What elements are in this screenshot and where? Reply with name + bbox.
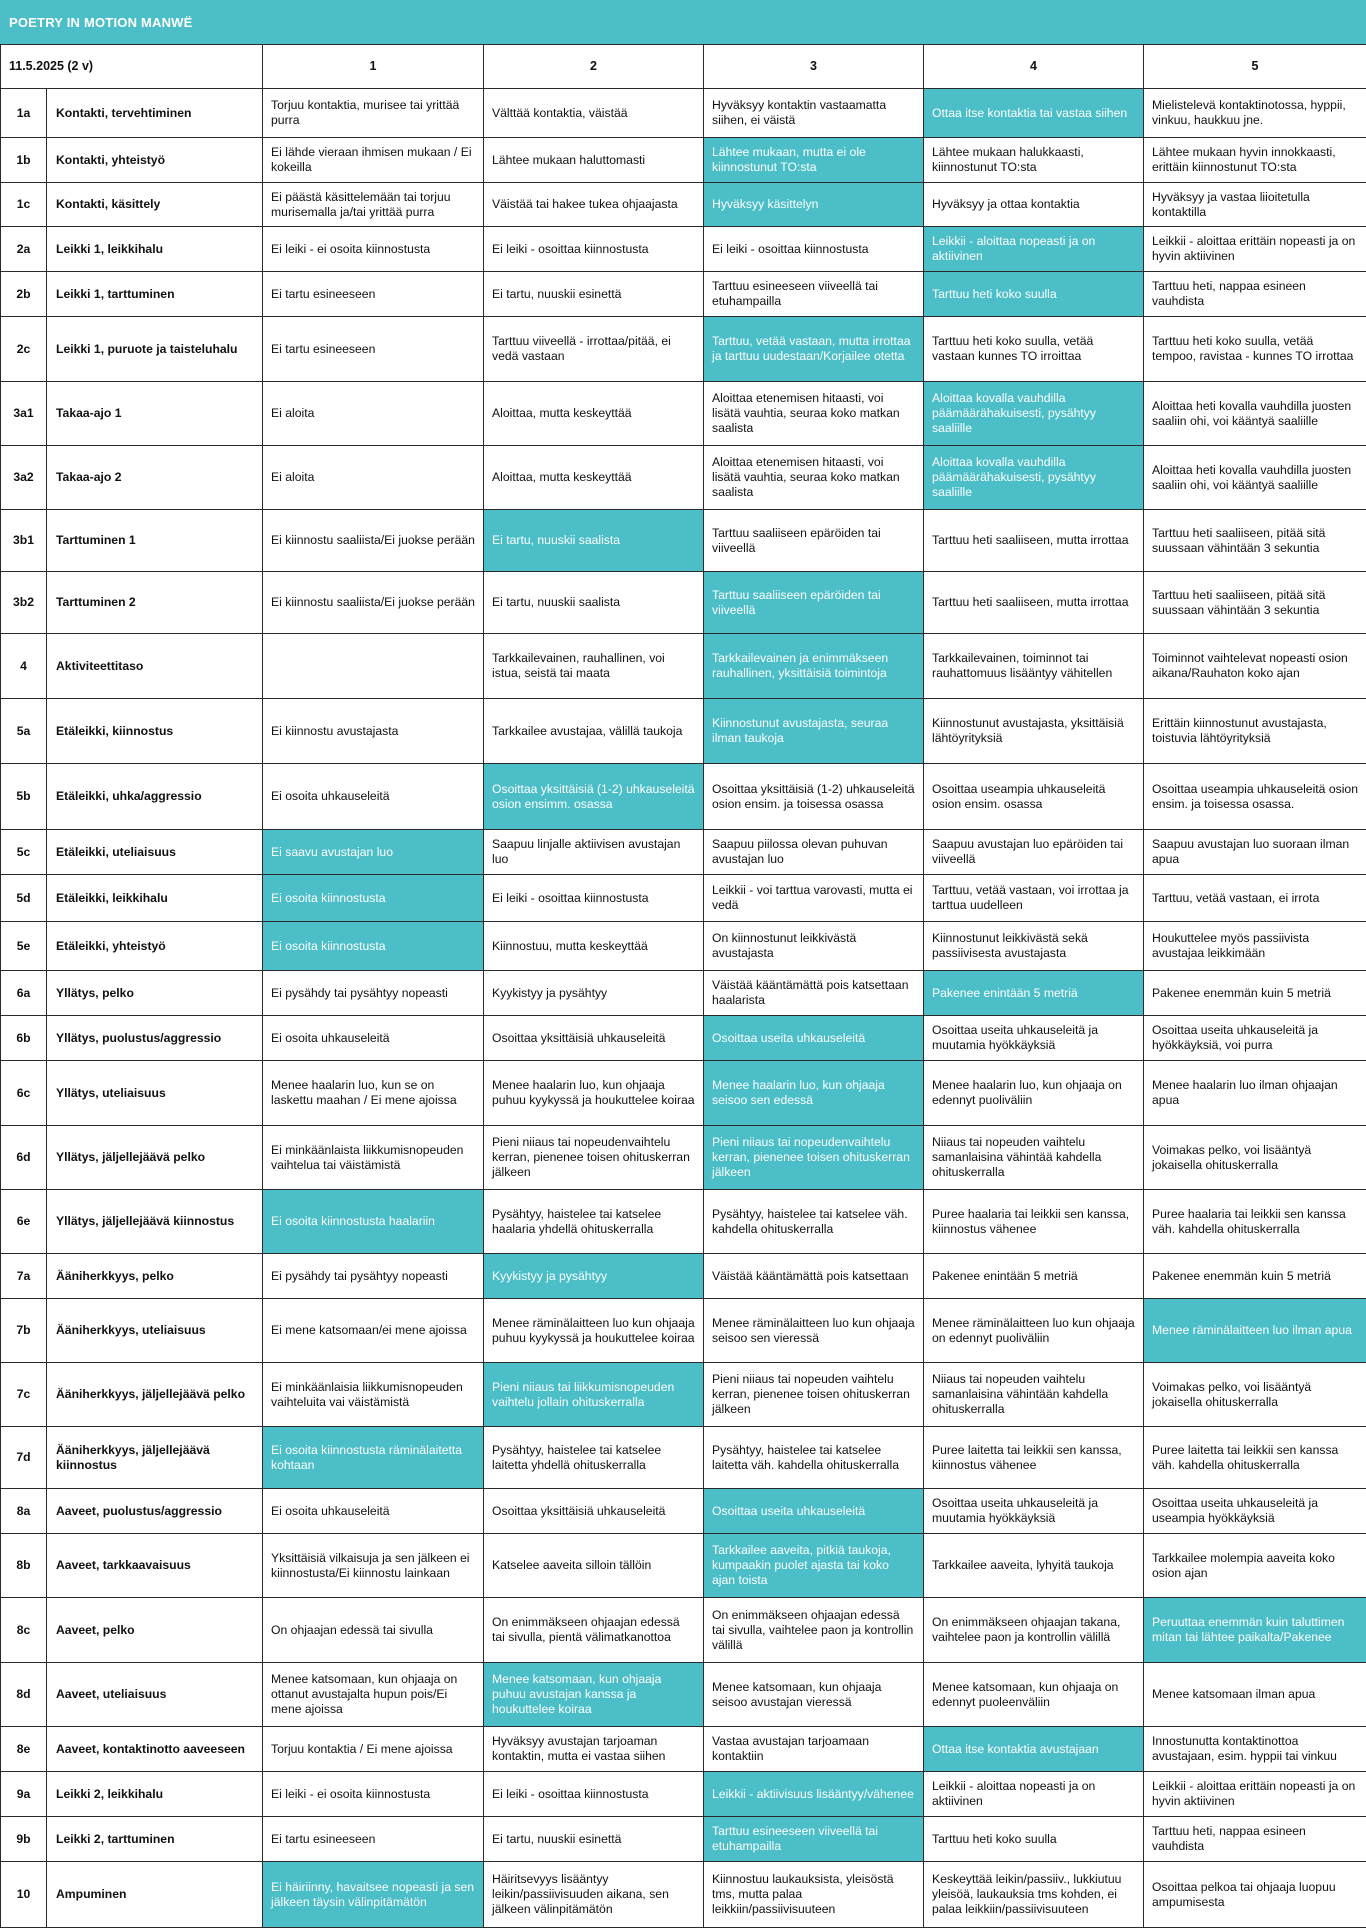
score-cell[interactable]: Menee räminälaitteen luo kun ohjaaja puhuu kyykyssä ja houkuttelee koiraa bbox=[484, 1299, 704, 1363]
row-id: 6d bbox=[1, 1126, 47, 1190]
table-row bbox=[1, 1727, 1366, 1772]
score-cell[interactable]: Menee räminälaitteen luo kun ohjaaja seisoo sen vieressä bbox=[704, 1299, 924, 1363]
table-row bbox=[1, 764, 1366, 830]
table-row bbox=[1, 1817, 1366, 1862]
score-cell[interactable]: Tarttuu heti koko suulla, vetää vastaan kunnes TO irroittaa bbox=[924, 317, 1144, 382]
row-id: 5b bbox=[1, 764, 47, 830]
score-cell[interactable]: Ei kiinnostu saaliista/Ei juokse perään bbox=[263, 572, 484, 634]
score-cell[interactable]: Ei mene katsomaan/ei mene ajoissa bbox=[263, 1299, 484, 1363]
row-id: 9b bbox=[1, 1817, 47, 1862]
score-cell[interactable]: Ei tartu, nuuskii esinettä bbox=[484, 272, 704, 317]
score-cell[interactable]: Osoittaa useampia uhkauseleitä osion ensim. ja toisessa osassa. bbox=[1144, 764, 1366, 830]
row-id: 5e bbox=[1, 922, 47, 971]
table-row bbox=[1, 830, 1366, 875]
score-cell-selected[interactable]: Pieni niiaus tai liikkumisnopeuden vaihtelu jollain ohituskerralla bbox=[484, 1363, 704, 1427]
score-cell-selected[interactable]: Osoittaa yksittäisiä (1-2) uhkauseleitä osion ensimm. osassa bbox=[484, 764, 704, 830]
score-cell[interactable]: Keskeyttää leikin/passiiv., lukkiutuu yleisöä, laukauksia tms kohden, ei palaa leikkiin/passiivisuuteen bbox=[924, 1862, 1144, 1928]
row-id: 8c bbox=[1, 1598, 47, 1663]
row-criterion: Leikki 1, leikkihalu bbox=[47, 227, 263, 272]
score-cell[interactable]: Osoittaa yksittäisiä uhkauseleitä bbox=[484, 1489, 704, 1534]
score-cell[interactable]: Väistää kääntämättä pois katsettaan haalarista bbox=[704, 971, 924, 1016]
score-cell-selected[interactable]: Aloittaa kovalla vauhdilla päämäärähakuisesti, pysähtyy saaliille bbox=[924, 446, 1144, 510]
row-criterion: Ääniherkkyys, pelko bbox=[47, 1254, 263, 1299]
row-criterion: Yllätys, uteliaisuus bbox=[47, 1061, 263, 1126]
score-cell[interactable]: Lähtee mukaan hyvin innokkaasti, erittäin kiinnostunut TO:sta bbox=[1144, 138, 1366, 183]
row-id: 6a bbox=[1, 971, 47, 1016]
score-cell[interactable]: Ei minkäänlaisia liikkumisnopeuden vaihteluita vai väistämistä bbox=[263, 1363, 484, 1427]
score-cell[interactable]: Puree laitetta tai leikkii sen kanssa, kiinnostus vähenee bbox=[924, 1427, 1144, 1489]
table-row bbox=[1, 183, 1366, 227]
score-cell[interactable]: Ei minkäänlaista liikkumisnopeuden vaihtelua tai väistämistä bbox=[263, 1126, 484, 1190]
date-label: 11.5.2025 (2 v) bbox=[1, 45, 263, 89]
table-row bbox=[1, 1534, 1366, 1598]
score-cell[interactable]: Menee katsomaan, kun ohjaaja on ottanut avustajalta hupun pois/Ei mene ajoissa bbox=[263, 1663, 484, 1727]
score-cell-selected[interactable]: Kiinnostunut avustajasta, seuraa ilman taukoja bbox=[704, 699, 924, 764]
score-cell[interactable]: Väistää kääntämättä pois katsettaan bbox=[704, 1254, 924, 1299]
score-cell[interactable]: Hyväksyy ja ottaa kontaktia bbox=[924, 183, 1144, 227]
score-cell[interactable]: Osoittaa useita uhkauseleitä ja muutamia hyökkäyksiä bbox=[924, 1489, 1144, 1534]
row-criterion: Yllätys, jäljellejäävä pelko bbox=[47, 1126, 263, 1190]
score-cell[interactable]: On kiinnostunut leikkivästä avustajasta bbox=[704, 922, 924, 971]
score-cell-selected[interactable]: Menee räminälaitteen luo ilman apua bbox=[1144, 1299, 1366, 1363]
score-cell[interactable]: Tarttuu viiveellä - irrottaa/pitää, ei vedä vastaan bbox=[484, 317, 704, 382]
score-cell[interactable]: Aloittaa, mutta keskeyttää bbox=[484, 446, 704, 510]
table-row bbox=[1, 1363, 1366, 1427]
score-cell[interactable]: Tarkkailevainen, rauhallinen, voi istua, seistä tai maata bbox=[484, 634, 704, 699]
score-cell[interactable]: On enimmäkseen ohjaajan edessä tai sivulla, pientä välimatkanottoa bbox=[484, 1598, 704, 1663]
row-criterion: Aktiviteettitaso bbox=[47, 634, 263, 699]
score-cell[interactable]: Puree laitetta tai leikkii sen kanssa väh. kahdella ohituskerralla bbox=[1144, 1427, 1366, 1489]
score-cell[interactable]: Leikkii - aloittaa nopeasti ja on aktiivinen bbox=[924, 1772, 1144, 1817]
score-cell-selected[interactable]: Leikkii - aloittaa nopeasti ja on aktiivinen bbox=[924, 227, 1144, 272]
score-cell[interactable]: Voimakas pelko, voi lisääntyä jokaisella ohituskerralla bbox=[1144, 1363, 1366, 1427]
score-cell[interactable]: Toiminnot vaihtelevat nopeasti osion aikana/Rauhaton koko ajan bbox=[1144, 634, 1366, 699]
row-criterion: Kontakti, käsittely bbox=[47, 183, 263, 227]
score-cell-selected[interactable]: Osoittaa useita uhkauseleitä bbox=[704, 1489, 924, 1534]
score-cell[interactable]: Ei osoita uhkauseleitä bbox=[263, 1489, 484, 1534]
score-cell[interactable]: Menee haalarin luo, kun se on laskettu maahan / Ei mene ajoissa bbox=[263, 1061, 484, 1126]
table-row bbox=[1, 922, 1366, 971]
table-row bbox=[1, 382, 1366, 446]
row-id: 7c bbox=[1, 1363, 47, 1427]
row-criterion: Leikki 1, tarttuminen bbox=[47, 272, 263, 317]
score-cell[interactable]: Häiritsevyys lisääntyy leikin/passiivisuuden aikana, sen jälkeen välinpitämätön bbox=[484, 1862, 704, 1928]
table-row bbox=[1, 1299, 1366, 1363]
score-cell[interactable]: Katselee aaveita silloin tällöin bbox=[484, 1534, 704, 1598]
score-cell[interactable]: Aloittaa, mutta keskeyttää bbox=[484, 382, 704, 446]
score-cell[interactable]: Puree haalaria tai leikkii sen kanssa väh. kahdella ohituskerralla bbox=[1144, 1190, 1366, 1254]
score-cell[interactable]: Ei aloita bbox=[263, 382, 484, 446]
score-cell[interactable]: Ei leiki - ei osoita kiinnostusta bbox=[263, 1772, 484, 1817]
score-cell[interactable]: Menee haalarin luo, kun ohjaaja on edennyt puoliväliin bbox=[924, 1061, 1144, 1126]
row-criterion: Aaveet, pelko bbox=[47, 1598, 263, 1663]
score-cell[interactable]: Tarttuu saaliiseen epäröiden tai viiveellä bbox=[704, 510, 924, 572]
score-cell[interactable]: Tarttuu heti saaliiseen, pitää sitä suussaan vähintään 3 sekuntia bbox=[1144, 572, 1366, 634]
score-cell-selected[interactable]: Ei osoita kiinnostusta bbox=[263, 922, 484, 971]
row-criterion: Etäleikki, uteliaisuus bbox=[47, 830, 263, 875]
row-id: 3a2 bbox=[1, 446, 47, 510]
score-cell[interactable]: Ei leiki - osoittaa kiinnostusta bbox=[484, 227, 704, 272]
score-cell[interactable]: Pakenee enemmän kuin 5 metriä bbox=[1144, 1254, 1366, 1299]
score-cell[interactable]: Ei tartu, nuuskii saalista bbox=[484, 572, 704, 634]
score-cell[interactable]: Menee katsomaan, kun ohjaaja on edennyt puoleenväliin bbox=[924, 1663, 1144, 1727]
score-cell[interactable]: Leikkii - aloittaa erittäin nopeasti ja on hyvin aktiivinen bbox=[1144, 227, 1366, 272]
score-cell[interactable]: Voimakas pelko, voi lisääntyä jokaisella ohituskerralla bbox=[1144, 1126, 1366, 1190]
row-criterion: Takaa-ajo 2 bbox=[47, 446, 263, 510]
score-cell[interactable]: Saapuu avustajan luo epäröiden tai viiveellä bbox=[924, 830, 1144, 875]
table-row bbox=[1, 699, 1366, 764]
score-cell[interactable]: Kiinnostunut avustajasta, yksittäisiä lähtöyrityksiä bbox=[924, 699, 1144, 764]
score-cell[interactable]: Tarttuu heti saaliiseen, mutta irrottaa bbox=[924, 572, 1144, 634]
score-cell[interactable]: Osoittaa useita uhkauseleitä ja muutamia hyökkäyksiä bbox=[924, 1016, 1144, 1061]
score-cell[interactable]: Ei tartu esineeseen bbox=[263, 1817, 484, 1862]
score-cell[interactable]: Ei aloita bbox=[263, 446, 484, 510]
row-id: 8e bbox=[1, 1727, 47, 1772]
score-cell[interactable]: Menee katsomaan ilman apua bbox=[1144, 1663, 1366, 1727]
score-cell-selected[interactable]: Tarttuu heti koko suulla bbox=[924, 272, 1144, 317]
score-cell[interactable]: Hyväksyy ja vastaa liioitetulla kontaktilla bbox=[1144, 183, 1366, 227]
score-cell[interactable]: Lähtee mukaan haluttomasti bbox=[484, 138, 704, 183]
evaluation-table bbox=[0, 44, 1366, 1928]
score-cell[interactable]: Ei leiki - osoittaa kiinnostusta bbox=[704, 227, 924, 272]
score-cell-selected[interactable]: Osoittaa useita uhkauseleitä bbox=[704, 1016, 924, 1061]
score-cell[interactable]: Erittäin kiinnostunut avustajasta, toistuvia lähtöyrityksiä bbox=[1144, 699, 1366, 764]
score-cell-selected[interactable]: Tarkkailee aaveita, pitkiä taukoja, kumpaakin puolet ajasta tai koko ajan toista bbox=[704, 1534, 924, 1598]
score-cell[interactable]: Houkuttelee myös passiivista avustajaa leikkimään bbox=[1144, 922, 1366, 971]
table-row bbox=[1, 317, 1366, 382]
score-cell[interactable]: Ei osoita uhkauseleitä bbox=[263, 1016, 484, 1061]
row-criterion: Tarttuminen 1 bbox=[47, 510, 263, 572]
table-row bbox=[1, 446, 1366, 510]
score-cell[interactable]: Tarkkailee molempia aaveita koko osion ajan bbox=[1144, 1534, 1366, 1598]
score-cell[interactable]: Vastaa avustajan tarjoamaan kontaktiin bbox=[704, 1727, 924, 1772]
score-cell[interactable]: Kiinnostuu, mutta keskeyttää bbox=[484, 922, 704, 971]
score-cell[interactable]: Ei pysähdy tai pysähtyy nopeasti bbox=[263, 1254, 484, 1299]
row-id: 7d bbox=[1, 1427, 47, 1489]
score-cell[interactable]: Tarttuu heti saaliiseen, mutta irrottaa bbox=[924, 510, 1144, 572]
row-id: 1c bbox=[1, 183, 47, 227]
score-cell[interactable]: Menee haalarin luo, kun ohjaaja puhuu kyykyssä ja houkuttelee koiraa bbox=[484, 1061, 704, 1126]
score-cell-selected[interactable]: Menee katsomaan, kun ohjaaja puhuu avustajan kanssa ja houkuttelee koiraa bbox=[484, 1663, 704, 1727]
score-cell[interactable]: Pysähtyy, haistelee tai katselee haalaria yhdellä ohituskerralla bbox=[484, 1190, 704, 1254]
score-cell[interactable]: Yksittäisiä vilkaisuja ja sen jälkeen ei kiinnostusta/Ei kiinnostu lainkaan bbox=[263, 1534, 484, 1598]
row-id: 8b bbox=[1, 1534, 47, 1598]
row-criterion: Yllätys, pelko bbox=[47, 971, 263, 1016]
row-criterion: Ääniherkkyys, jäljellejäävä pelko bbox=[47, 1363, 263, 1427]
score-cell[interactable]: Innostunutta kontaktinottoa avustajaan, esim. hyppii tai vinkuu bbox=[1144, 1727, 1366, 1772]
score-cell[interactable]: Kiinnostuu laukauksista, yleisöstä tms, mutta palaa leikkiin/passiivisuuteen bbox=[704, 1862, 924, 1928]
score-cell[interactable]: Tarkkailevainen, toiminnot tai rauhattomuus lisääntyy vähitellen bbox=[924, 634, 1144, 699]
score-cell[interactable]: Saapuu avustajan luo suoraan ilman apua bbox=[1144, 830, 1366, 875]
score-cell[interactable]: Menee räminälaitteen luo kun ohjaaja on edennyt puoliväliin bbox=[924, 1299, 1144, 1363]
score-cell[interactable]: Osoittaa useita uhkauseleitä ja useampia hyökkäyksiä bbox=[1144, 1489, 1366, 1534]
score-cell[interactable]: Pysähtyy, haistelee tai katselee laitetta yhdellä ohituskerralla bbox=[484, 1427, 704, 1489]
header-row bbox=[1, 45, 1366, 89]
score-cell[interactable]: Aloittaa heti kovalla vauhdilla juosten saaliin ohi, voi kääntyä saaliille bbox=[1144, 446, 1366, 510]
score-cell[interactable]: Aloittaa heti kovalla vauhdilla juosten saaliin ohi, voi kääntyä saaliille bbox=[1144, 382, 1366, 446]
row-id: 6e bbox=[1, 1190, 47, 1254]
score-cell[interactable]: Pysähtyy, haistelee tai katselee väh. kahdella ohituskerralla bbox=[704, 1190, 924, 1254]
score-cell[interactable]: Niiaus tai nopeuden vaihtelu samanlaisina vähintään kahdella ohituskerralla bbox=[924, 1363, 1144, 1427]
score-cell-selected[interactable]: Ei osoita kiinnostusta haalariin bbox=[263, 1190, 484, 1254]
table-row bbox=[1, 1772, 1366, 1817]
score-cell[interactable] bbox=[263, 634, 484, 699]
score-cell[interactable]: On enimmäkseen ohjaajan edessä tai sivulla, vaihtelee paon ja kontrollin välillä bbox=[704, 1598, 924, 1663]
score-cell-selected[interactable]: Ei tartu, nuuskii saalista bbox=[484, 510, 704, 572]
score-cell[interactable]: Saapuu linjalle aktiivisen avustajan luo bbox=[484, 830, 704, 875]
row-criterion: Leikki 2, leikkihalu bbox=[47, 1772, 263, 1817]
score-cell[interactable]: Tarttuu, vetää vastaan, ei irrota bbox=[1144, 875, 1366, 922]
row-id: 6c bbox=[1, 1061, 47, 1126]
score-cell[interactable]: Osoittaa yksittäisiä (1-2) uhkauseleitä osion ensim. ja toisessa osassa bbox=[704, 764, 924, 830]
table-row bbox=[1, 634, 1366, 699]
score-cell[interactable]: Kyykistyy ja pysähtyy bbox=[484, 971, 704, 1016]
score-cell-selected[interactable]: Ei osoita kiinnostusta bbox=[263, 875, 484, 922]
row-criterion: Aaveet, puolustus/aggressio bbox=[47, 1489, 263, 1534]
score-cell[interactable]: Osoittaa yksittäisiä uhkauseleitä bbox=[484, 1016, 704, 1061]
score-cell[interactable]: Osoittaa useita uhkauseleitä ja hyökkäyksiä, voi purra bbox=[1144, 1016, 1366, 1061]
score-cell[interactable]: Pakenee enemmän kuin 5 metriä bbox=[1144, 971, 1366, 1016]
table-row bbox=[1, 1254, 1366, 1299]
row-id: 9a bbox=[1, 1772, 47, 1817]
row-id: 1a bbox=[1, 89, 47, 138]
score-cell-selected[interactable]: Lähtee mukaan, mutta ei ole kiinnostunut TO:sta bbox=[704, 138, 924, 183]
score-cell[interactable]: On ohjaajan edessä tai sivulla bbox=[263, 1598, 484, 1663]
score-cell[interactable]: Tarttuu heti koko suulla bbox=[924, 1817, 1144, 1862]
score-cell[interactable]: Menee katsomaan, kun ohjaaja seisoo avustajan vieressä bbox=[704, 1663, 924, 1727]
score-cell-selected[interactable]: Tarttuu esineeseen viiveellä tai etuhampailla bbox=[704, 1817, 924, 1862]
score-cell[interactable]: Osoittaa pelkoa tai ohjaaja luopuu ampumisesta bbox=[1144, 1862, 1366, 1928]
score-cell[interactable]: Ei päästä käsittelemään tai torjuu murisemalla ja/tai yrittää purra bbox=[263, 183, 484, 227]
score-cell[interactable]: Ei leiki - osoittaa kiinnostusta bbox=[484, 875, 704, 922]
column-header: 4 bbox=[924, 45, 1144, 89]
row-id: 4 bbox=[1, 634, 47, 699]
table-row bbox=[1, 1126, 1366, 1190]
score-cell[interactable]: Tarttuu heti, nappaa esineen vauhdista bbox=[1144, 1817, 1366, 1862]
score-cell[interactable]: Osoittaa useampia uhkauseleitä osion ensim. osassa bbox=[924, 764, 1144, 830]
row-criterion: Yllätys, jäljellejäävä kiinnostus bbox=[47, 1190, 263, 1254]
row-criterion: Leikki 1, puruote ja taisteluhalu bbox=[47, 317, 263, 382]
row-id: 5a bbox=[1, 699, 47, 764]
score-cell-selected[interactable]: Hyväksyy käsittelyn bbox=[704, 183, 924, 227]
score-cell-selected[interactable]: Ottaa itse kontaktia avustajaan bbox=[924, 1727, 1144, 1772]
row-id: 8a bbox=[1, 1489, 47, 1534]
column-header: 3 bbox=[704, 45, 924, 89]
column-header: 5 bbox=[1144, 45, 1366, 89]
score-cell[interactable]: Tarkkailee avustajaa, välillä taukoja bbox=[484, 699, 704, 764]
score-cell[interactable]: On enimmäkseen ohjaajan takana, vaihtelee paon ja kontrollin välillä bbox=[924, 1598, 1144, 1663]
row-criterion: Etäleikki, uhka/aggressio bbox=[47, 764, 263, 830]
table-row bbox=[1, 1598, 1366, 1663]
score-cell[interactable]: Ei pysähdy tai pysähtyy nopeasti bbox=[263, 971, 484, 1016]
score-cell[interactable]: Pakenee enintään 5 metriä bbox=[924, 1254, 1144, 1299]
score-cell-selected[interactable]: Pakenee enintään 5 metriä bbox=[924, 971, 1144, 1016]
table-row bbox=[1, 272, 1366, 317]
score-cell[interactable]: Tarttuu, vetää vastaan, voi irrottaa ja tarttua uudelleen bbox=[924, 875, 1144, 922]
score-cell-selected[interactable]: Ei häiriinny, havaitsee nopeasti ja sen jälkeen täysin välinpitämätön bbox=[263, 1862, 484, 1928]
row-id: 2c bbox=[1, 317, 47, 382]
score-cell[interactable]: Ei lähde vieraan ihmisen mukaan / Ei kokeilla bbox=[263, 138, 484, 183]
score-cell[interactable]: Kiinnostunut leikkivästä sekä passiivisesta avustajasta bbox=[924, 922, 1144, 971]
row-id: 8d bbox=[1, 1663, 47, 1727]
score-cell[interactable]: Torjuu kontaktia / Ei mene ajoissa bbox=[263, 1727, 484, 1772]
score-cell[interactable]: Ei kiinnostu avustajasta bbox=[263, 699, 484, 764]
score-cell[interactable]: Tarttuu esineeseen viiveellä tai etuhampailla bbox=[704, 272, 924, 317]
score-cell-selected[interactable]: Leikkii - aktiivisuus lisääntyy/vähenee bbox=[704, 1772, 924, 1817]
score-cell-selected[interactable]: Tarttuu, vetää vastaan, mutta irrottaa ja tarttuu uudestaan/Korjailee otetta bbox=[704, 317, 924, 382]
score-cell[interactable]: Lähtee mukaan halukkaasti, kiinnostunut TO:sta bbox=[924, 138, 1144, 183]
score-cell[interactable]: Tarttuu heti koko suulla, vetää tempoo, ravistaa - kunnes TO irrottaa bbox=[1144, 317, 1366, 382]
table-row bbox=[1, 138, 1366, 183]
row-id: 2a bbox=[1, 227, 47, 272]
score-cell-selected[interactable]: Ottaa itse kontaktia tai vastaa siihen bbox=[924, 89, 1144, 138]
row-criterion: Etäleikki, kiinnostus bbox=[47, 699, 263, 764]
score-cell[interactable]: Tarkkailee aaveita, lyhyitä taukoja bbox=[924, 1534, 1144, 1598]
score-cell[interactable]: Tarttuu heti, nappaa esineen vauhdista bbox=[1144, 272, 1366, 317]
row-id: 1b bbox=[1, 138, 47, 183]
score-cell-selected[interactable]: Tarttuu saaliiseen epäröiden tai viiveellä bbox=[704, 572, 924, 634]
score-cell[interactable]: Leikkii - aloittaa erittäin nopeasti ja on hyvin aktiivinen bbox=[1144, 1772, 1366, 1817]
table-row bbox=[1, 572, 1366, 634]
score-cell[interactable]: Menee haalarin luo ilman ohjaajan apua bbox=[1144, 1061, 1366, 1126]
score-cell[interactable]: Välttää kontaktia, väistää bbox=[484, 89, 704, 138]
score-cell-selected[interactable]: Tarkkailevainen ja enimmäkseen rauhallinen, yksittäisiä toimintoja bbox=[704, 634, 924, 699]
score-cell[interactable]: Saapuu piilossa olevan puhuvan avustajan luo bbox=[704, 830, 924, 875]
score-cell[interactable]: Mielistelevä kontaktinotossa, hyppii, vinkuu, haukkuu jne. bbox=[1144, 89, 1366, 138]
score-cell[interactable]: Hyväksyy avustajan tarjoaman kontaktin, mutta ei vastaa siihen bbox=[484, 1727, 704, 1772]
table-row bbox=[1, 1489, 1366, 1534]
score-cell-selected[interactable]: Pieni niiaus tai nopeudenvaihtelu kerran, pienenee toisen ohituskerran jälkeen bbox=[704, 1126, 924, 1190]
row-criterion: Ääniherkkyys, jäljellejäävä kiinnostus bbox=[47, 1427, 263, 1489]
row-criterion: Takaa-ajo 1 bbox=[47, 382, 263, 446]
row-id: 2b bbox=[1, 272, 47, 317]
row-id: 7b bbox=[1, 1299, 47, 1363]
row-criterion: Leikki 2, tarttuminen bbox=[47, 1817, 263, 1862]
score-cell[interactable]: Leikkii - voi tarttua varovasti, mutta ei vedä bbox=[704, 875, 924, 922]
table-row bbox=[1, 1427, 1366, 1489]
score-cell[interactable]: Niiaus tai nopeuden vaihtelu samanlaisina vähintää kahdella ohituskerralla bbox=[924, 1126, 1144, 1190]
row-id: 5c bbox=[1, 830, 47, 875]
score-cell-selected[interactable]: Menee haalarin luo, kun ohjaaja seisoo sen edessä bbox=[704, 1061, 924, 1126]
row-criterion: Yllätys, puolustus/aggressio bbox=[47, 1016, 263, 1061]
score-cell[interactable]: Pieni niiaus tai nopeuden vaihtelu kerran, pienenee toisen ohituskerran jälkeen bbox=[704, 1363, 924, 1427]
row-id: 7a bbox=[1, 1254, 47, 1299]
row-id: 6b bbox=[1, 1016, 47, 1061]
score-cell[interactable]: Aloittaa etenemisen hitaasti, voi lisätä vauhtia, seuraa koko matkan saalista bbox=[704, 382, 924, 446]
row-id: 3a1 bbox=[1, 382, 47, 446]
row-criterion: Etäleikki, leikkihalu bbox=[47, 875, 263, 922]
sheet-title: POETRY IN MOTION MANWË bbox=[0, 0, 1366, 44]
table-row bbox=[1, 1663, 1366, 1727]
score-cell-selected[interactable]: Kyykistyy ja pysähtyy bbox=[484, 1254, 704, 1299]
score-cell[interactable]: Ei tartu, nuuskii esinettä bbox=[484, 1817, 704, 1862]
row-criterion: Tarttuminen 2 bbox=[47, 572, 263, 634]
row-criterion: Etäleikki, yhteistyö bbox=[47, 922, 263, 971]
row-criterion: Ääniherkkyys, uteliaisuus bbox=[47, 1299, 263, 1363]
table-row bbox=[1, 510, 1366, 572]
score-cell[interactable]: Pieni niiaus tai nopeudenvaihtelu kerran, pienenee toisen ohituskerran jälkeen bbox=[484, 1126, 704, 1190]
score-cell[interactable]: Pysähtyy, haistelee tai katselee laitetta väh. kahdella ohituskerralla bbox=[704, 1427, 924, 1489]
row-criterion: Aaveet, uteliaisuus bbox=[47, 1663, 263, 1727]
score-cell[interactable]: Torjuu kontaktia, murisee tai yrittää purra bbox=[263, 89, 484, 138]
score-cell[interactable]: Ei kiinnostu saaliista/Ei juokse perään bbox=[263, 510, 484, 572]
row-criterion: Kontakti, yhteistyö bbox=[47, 138, 263, 183]
score-cell[interactable]: Ei leiki - osoittaa kiinnostusta bbox=[484, 1772, 704, 1817]
score-cell-selected[interactable]: Ei osoita kiinnostusta räminälaitetta kohtaan bbox=[263, 1427, 484, 1489]
table-row bbox=[1, 227, 1366, 272]
column-header: 2 bbox=[484, 45, 704, 89]
row-id: 5d bbox=[1, 875, 47, 922]
row-criterion: Kontakti, tervehtiminen bbox=[47, 89, 263, 138]
score-cell[interactable]: Ei tartu esineeseen bbox=[263, 317, 484, 382]
column-header: 1 bbox=[263, 45, 484, 89]
table-row bbox=[1, 1190, 1366, 1254]
row-criterion: Aaveet, kontaktinotto aaveeseen bbox=[47, 1727, 263, 1772]
table-row bbox=[1, 875, 1366, 922]
row-id: 3b1 bbox=[1, 510, 47, 572]
score-cell-selected[interactable]: Aloittaa kovalla vauhdilla päämäärähakuisesti, pysähtyy saaliille bbox=[924, 382, 1144, 446]
table-row bbox=[1, 1061, 1366, 1126]
table-row bbox=[1, 1862, 1366, 1928]
score-cell[interactable]: Ei osoita uhkauseleitä bbox=[263, 764, 484, 830]
score-cell[interactable]: Hyväksyy kontaktin vastaamatta siihen, ei väistä bbox=[704, 89, 924, 138]
score-cell[interactable]: Ei tartu esineeseen bbox=[263, 272, 484, 317]
row-criterion: Aaveet, tarkkaavaisuus bbox=[47, 1534, 263, 1598]
score-cell-selected[interactable]: Ei saavu avustajan luo bbox=[263, 830, 484, 875]
score-cell[interactable]: Tarttuu heti saaliiseen, pitää sitä suussaan vähintään 3 sekuntia bbox=[1144, 510, 1366, 572]
score-cell[interactable]: Aloittaa etenemisen hitaasti, voi lisätä vauhtia, seuraa koko matkan saalista bbox=[704, 446, 924, 510]
score-cell-selected[interactable]: Peruuttaa enemmän kuin taluttimen mitan tai lähtee paikalta/Pakenee bbox=[1144, 1598, 1366, 1663]
score-cell[interactable]: Ei leiki - ei osoita kiinnostusta bbox=[263, 227, 484, 272]
table-row bbox=[1, 971, 1366, 1016]
row-id: 3b2 bbox=[1, 572, 47, 634]
score-cell[interactable]: Väistää tai hakee tukea ohjaajasta bbox=[484, 183, 704, 227]
table-row bbox=[1, 1016, 1366, 1061]
score-cell[interactable]: Puree haalaria tai leikkii sen kanssa, kiinnostus vähenee bbox=[924, 1190, 1144, 1254]
row-id: 10 bbox=[1, 1862, 47, 1928]
table-row bbox=[1, 89, 1366, 138]
row-criterion: Ampuminen bbox=[47, 1862, 263, 1928]
